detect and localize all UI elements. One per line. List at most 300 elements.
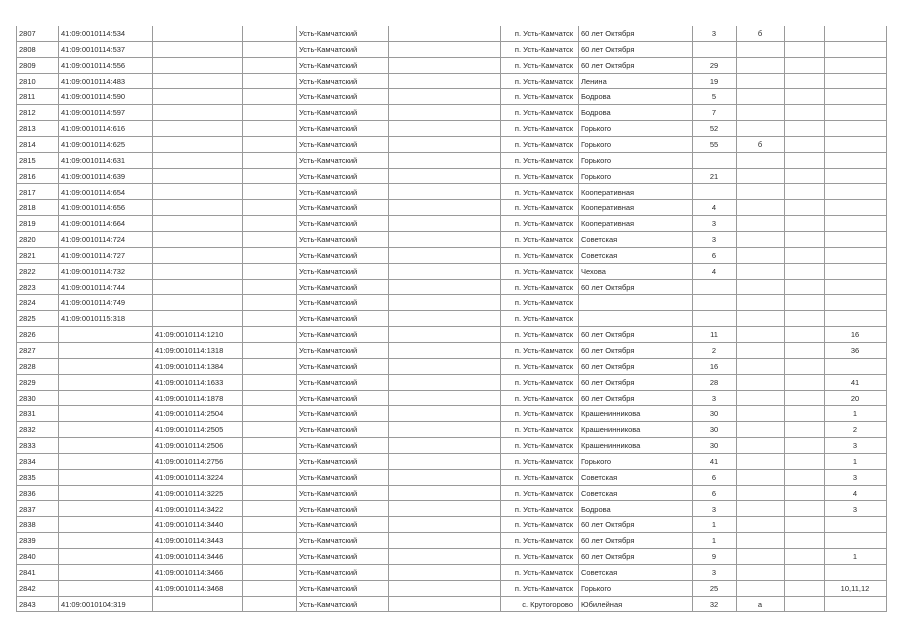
cell-settlement: п. Усть-Камчатск — [514, 171, 573, 181]
table-row — [16, 549, 886, 565]
cell-settlement: п. Усть-Камчатск — [514, 60, 573, 70]
cell-cadastral-a: 41:09:0010114:724 — [61, 235, 126, 245]
cell-district: Усть-Камчатский — [299, 393, 358, 403]
cell-house: 3 — [711, 235, 717, 245]
cell-cadastral-a: 41:09:0010114:534 — [61, 29, 126, 38]
table-row — [16, 185, 886, 201]
cell-building — [739, 232, 781, 248]
cell-apartment — [827, 153, 883, 169]
cell-house: 28 — [709, 377, 719, 387]
cell-street: 60 лет Октября — [581, 520, 635, 530]
cell-house — [695, 185, 733, 201]
cell-cadastral-b — [155, 105, 239, 121]
cell-apartment — [827, 533, 883, 549]
cell-settlement: п. Усть-Камчатск — [514, 76, 573, 86]
table-row — [16, 438, 886, 454]
cell-house: 6 — [711, 250, 717, 260]
cell-settlement: п. Усть-Камчатск — [514, 29, 573, 38]
table-row — [16, 248, 886, 264]
cell-settlement: п. Усть-Камчатск — [514, 504, 573, 514]
cell-cadastral-b: 41:09:0010114:2756 — [155, 456, 224, 466]
cell-cadastral-b — [155, 200, 239, 216]
cell-district: Усть-Камчатский — [299, 108, 358, 118]
cell-cadastral-a: 41:09:0010114:616 — [61, 124, 126, 134]
cell-street: Горького — [581, 583, 612, 593]
cell-district: Усть-Камчатский — [299, 76, 358, 86]
cell-settlement: п. Усть-Камчатск — [514, 409, 573, 419]
cell-district: Усть-Камчатский — [299, 314, 358, 324]
cell-district: Усть-Камчатский — [299, 520, 358, 530]
cell-cadastral-b: 41:09:0010114:1210 — [155, 330, 224, 340]
cell-street: Горького — [581, 124, 612, 134]
cell-cadastral-b: 41:09:0010114:3422 — [155, 504, 224, 514]
cell-apartment: 20 — [850, 393, 860, 403]
cell-cadastral-a — [61, 359, 143, 375]
cell-no: 2840 — [19, 552, 36, 562]
cell-cadastral-a: 41:09:0010114:656 — [61, 203, 126, 213]
cell-apartment: 1 — [852, 552, 858, 562]
cell-district: Усть-Камчатский — [299, 567, 358, 577]
cell-apartment: 36 — [850, 346, 860, 355]
cell-cadastral-a — [61, 406, 143, 422]
cell-settlement: п. Усть-Камчатск — [514, 266, 573, 276]
cell-cadastral-a: 41:09:0010114:556 — [61, 60, 126, 70]
cell-street: Советская — [581, 250, 618, 260]
cell-building — [739, 121, 781, 137]
cell-settlement: п. Усть-Камчатск — [514, 92, 573, 102]
cell-settlement: п. Усть-Камчатск — [514, 203, 573, 213]
cell-settlement: п. Усть-Камчатск — [514, 219, 573, 229]
table-row — [16, 486, 886, 502]
cell-cadastral-b: 41:09:0010114:3225 — [155, 488, 224, 498]
cell-district: Усть-Камчатский — [299, 361, 358, 371]
cell-cadastral-b — [155, 264, 239, 280]
cell-no: 2834 — [19, 456, 36, 466]
cell-settlement: п. Усть-Камчатск — [514, 361, 573, 371]
cell-apartment: 41 — [850, 377, 860, 387]
cell-cadastral-b: 41:09:0010114:3468 — [155, 583, 224, 593]
cell-apartment: 10,11,12 — [840, 583, 870, 593]
cell-district: Усть-Камчатский — [299, 599, 358, 609]
cell-street: 60 лет Октября — [581, 29, 635, 38]
cell-district: Усть-Камчатский — [299, 29, 358, 38]
cell-apartment — [827, 121, 883, 137]
cell-no: 2823 — [19, 282, 36, 292]
cell-house: 21 — [709, 171, 719, 181]
cell-house: 32 — [709, 599, 719, 609]
table-row — [16, 327, 886, 343]
cell-building — [739, 185, 781, 201]
cell-cadastral-b — [155, 248, 239, 264]
table-row — [16, 58, 886, 74]
cell-cadastral-b — [155, 232, 239, 248]
cell-house: 41 — [709, 456, 719, 466]
cell-cadastral-a: 41:09:0010114:597 — [61, 108, 126, 118]
cell-house: 3 — [711, 219, 717, 229]
cell-apartment — [827, 248, 883, 264]
cell-building — [739, 406, 781, 422]
cell-no: 2821 — [19, 250, 36, 260]
cell-cadastral-a: 41:09:0010114:537 — [61, 44, 126, 54]
cell-building — [739, 280, 781, 296]
table-row — [16, 200, 886, 216]
cell-cadastral-a: 41:09:0010114:664 — [61, 219, 126, 229]
cell-apartment — [827, 137, 883, 153]
cell-settlement: п. Усть-Камчатск — [514, 108, 573, 118]
table-row — [16, 454, 886, 470]
cell-street: Советская — [581, 235, 618, 245]
cell-no: 2811 — [19, 92, 36, 102]
table-row — [16, 422, 886, 438]
cell-no: 2829 — [19, 377, 36, 387]
register-table — [16, 26, 886, 612]
cell-building — [739, 248, 781, 264]
cell-apartment — [827, 597, 883, 613]
cell-building — [739, 422, 781, 438]
cell-cadastral-a: 41:09:0010114:631 — [61, 155, 126, 165]
cell-no: 2807 — [19, 29, 36, 38]
cell-no: 2819 — [19, 219, 36, 229]
cell-house: 3 — [711, 29, 717, 38]
cell-street: 60 лет Октября — [581, 346, 635, 355]
cell-apartment: 1 — [852, 456, 858, 466]
cell-street — [581, 311, 687, 327]
cell-building — [739, 58, 781, 74]
cell-street: 60 лет Октября — [581, 361, 635, 371]
cell-district: Усть-Камчатский — [299, 425, 358, 435]
cell-district: Усть-Камчатский — [299, 266, 358, 276]
table-row — [16, 565, 886, 581]
cell-settlement: п. Усть-Камчатск — [514, 346, 573, 355]
cell-cadastral-a — [61, 422, 143, 438]
cell-apartment: 4 — [852, 488, 858, 498]
cell-cadastral-a: 41:09:0010115:318 — [61, 314, 126, 324]
cell-settlement: п. Усть-Камчатск — [514, 520, 573, 530]
cell-apartment: 1 — [852, 409, 858, 419]
cell-cadastral-a — [61, 565, 143, 581]
cell-no: 2833 — [19, 441, 36, 451]
table-row — [16, 295, 886, 311]
cell-district: Усть-Камчатский — [299, 298, 358, 308]
cell-cadastral-b: 41:09:0010114:3440 — [155, 520, 224, 530]
column-divider — [886, 26, 887, 612]
cell-house: 3 — [711, 504, 717, 514]
table-row — [16, 597, 886, 613]
cell-house — [695, 311, 733, 327]
cell-apartment: 3 — [852, 472, 858, 482]
table-row — [16, 26, 886, 42]
cell-no: 2809 — [19, 60, 36, 70]
cell-cadastral-b: 41:09:0010114:2506 — [155, 441, 224, 451]
cell-street: Крашенинникова — [581, 441, 641, 451]
cell-street: Кооперативная — [581, 187, 635, 197]
cell-cadastral-a: 41:09:0010114:625 — [61, 139, 126, 149]
cell-cadastral-a: 41:09:0010114:590 — [61, 92, 126, 102]
cell-district: Усть-Камчатский — [299, 139, 358, 149]
table-row — [16, 264, 886, 280]
cell-district: Усть-Камчатский — [299, 235, 358, 245]
cell-building — [739, 74, 781, 90]
cell-cadastral-a — [61, 438, 143, 454]
cell-street: Кооперативная — [581, 219, 635, 229]
cell-cadastral-a — [61, 549, 143, 565]
cell-no: 2831 — [19, 409, 36, 419]
cell-district: Усть-Камчатский — [299, 346, 358, 355]
cell-apartment — [827, 311, 883, 327]
cell-no: 2813 — [19, 124, 36, 134]
table-row — [16, 406, 886, 422]
cell-house: 19 — [709, 76, 719, 86]
cell-street — [581, 295, 687, 311]
cell-apartment: 2 — [852, 425, 858, 435]
cell-building: б — [757, 29, 763, 38]
cell-district: Усть-Камчатский — [299, 92, 358, 102]
cell-cadastral-b — [155, 216, 239, 232]
cell-settlement: п. Усть-Камчатск — [514, 472, 573, 482]
cell-house: 3 — [711, 393, 717, 403]
cell-building — [739, 264, 781, 280]
cell-settlement: п. Усть-Камчатск — [514, 425, 573, 435]
cell-house: 29 — [709, 60, 719, 70]
cell-cadastral-a — [61, 327, 143, 343]
cell-no: 2822 — [19, 266, 36, 276]
cell-house: 4 — [711, 266, 717, 276]
cell-cadastral-a — [61, 470, 143, 486]
cell-district: Усть-Камчатский — [299, 330, 358, 340]
cell-no: 2837 — [19, 504, 36, 514]
table-row — [16, 581, 886, 597]
cell-street: Горького — [581, 155, 612, 165]
cell-cadastral-b: 41:09:0010114:3466 — [155, 567, 224, 577]
cell-street: Крашенинникова — [581, 409, 641, 419]
cell-settlement: п. Усть-Камчатск — [514, 456, 573, 466]
cell-district: Усть-Камчатский — [299, 488, 358, 498]
cell-no: 2818 — [19, 203, 36, 213]
cell-no: 2836 — [19, 488, 36, 498]
cell-cadastral-a — [61, 391, 143, 407]
table-row — [16, 153, 886, 169]
cell-street: Юбилейная — [581, 599, 623, 609]
cell-cadastral-a — [61, 533, 143, 549]
cell-house: 55 — [709, 139, 719, 149]
cell-house: 6 — [711, 472, 717, 482]
cell-no: 2827 — [19, 346, 36, 355]
cell-building — [739, 549, 781, 565]
cell-house — [695, 280, 733, 296]
cell-cadastral-a: 41:09:0010114:744 — [61, 282, 126, 292]
cell-building — [739, 517, 781, 533]
cell-no: 2838 — [19, 520, 36, 530]
cell-cadastral-b — [155, 26, 239, 42]
cell-building — [739, 311, 781, 327]
cell-district: Усть-Камчатский — [299, 187, 358, 197]
cell-street: Советская — [581, 567, 618, 577]
cell-no: 2826 — [19, 330, 36, 340]
cell-cadastral-a: 41:09:0010114:483 — [61, 76, 126, 86]
cell-building — [739, 470, 781, 486]
table-row — [16, 216, 886, 232]
cell-district: Усть-Камчатский — [299, 155, 358, 165]
cell-cadastral-b — [155, 311, 239, 327]
cell-building — [739, 327, 781, 343]
table-row — [16, 121, 886, 137]
cell-district: Усть-Камчатский — [299, 409, 358, 419]
table-row — [16, 89, 886, 105]
cell-street: Ленина — [581, 76, 607, 86]
cell-settlement: п. Усть-Камчатск — [514, 250, 573, 260]
cell-building — [739, 200, 781, 216]
cell-house: 1 — [711, 520, 717, 530]
cell-street: 60 лет Октября — [581, 60, 635, 70]
cell-settlement: п. Усть-Камчатск — [514, 377, 573, 387]
cell-street: 60 лет Октября — [581, 282, 635, 292]
cell-cadastral-b: 41:09:0010114:1384 — [155, 361, 224, 371]
cell-cadastral-b: 41:09:0010114:3224 — [155, 472, 224, 482]
cell-building — [739, 454, 781, 470]
cell-cadastral-b — [155, 121, 239, 137]
cell-district: Усть-Камчатский — [299, 219, 358, 229]
cell-house: 7 — [711, 108, 717, 118]
cell-no: 2828 — [19, 361, 36, 371]
cell-settlement: п. Усть-Камчатск — [514, 393, 573, 403]
cell-district: Усть-Камчатский — [299, 583, 358, 593]
cell-settlement: п. Усть-Камчатск — [514, 536, 573, 546]
table-row — [16, 343, 886, 359]
cell-apartment — [827, 264, 883, 280]
cell-street: 60 лет Октября — [581, 393, 635, 403]
cell-cadastral-a — [61, 454, 143, 470]
cell-settlement: п. Усть-Камчатск — [514, 567, 573, 577]
cell-settlement: п. Усть-Камчатск — [514, 44, 573, 54]
table-row — [16, 517, 886, 533]
cell-no: 2830 — [19, 393, 36, 403]
cell-district: Усть-Камчатский — [299, 60, 358, 70]
table-row — [16, 169, 886, 185]
cell-settlement: п. Усть-Камчатск — [514, 330, 573, 340]
cell-building — [739, 105, 781, 121]
cell-district: Усть-Камчатский — [299, 44, 358, 54]
cell-street: Советская — [581, 472, 618, 482]
cell-no: 2812 — [19, 108, 36, 118]
table-row — [16, 375, 886, 391]
cell-street: Кооперативная — [581, 203, 635, 213]
cell-cadastral-b — [155, 153, 239, 169]
cell-district: Усть-Камчатский — [299, 456, 358, 466]
cell-district: Усть-Камчатский — [299, 203, 358, 213]
cell-house — [695, 153, 733, 169]
cell-house: 25 — [709, 583, 719, 593]
table-row — [16, 42, 886, 58]
cell-district: Усть-Камчатский — [299, 377, 358, 387]
table-row — [16, 280, 886, 296]
cell-apartment: 3 — [852, 441, 858, 451]
cell-cadastral-b — [155, 597, 239, 613]
cell-building — [739, 359, 781, 375]
cell-building: б — [757, 139, 763, 149]
cell-cadastral-a — [61, 375, 143, 391]
cell-house — [695, 42, 733, 58]
cell-cadastral-a: 41:09:0010114:749 — [61, 298, 126, 308]
cell-building — [739, 375, 781, 391]
cell-no: 2843 — [19, 599, 36, 609]
cell-apartment: 16 — [850, 330, 860, 340]
cell-street: 60 лет Октября — [581, 377, 635, 387]
cell-apartment — [827, 280, 883, 296]
cell-building — [739, 42, 781, 58]
cell-cadastral-b: 41:09:0010114:3443 — [155, 536, 224, 546]
cell-district: Усть-Камчатский — [299, 250, 358, 260]
cell-settlement: п. Усть-Камчатск — [514, 187, 573, 197]
cell-settlement: п. Усть-Камчатск — [514, 488, 573, 498]
cell-settlement: п. Усть-Камчатск — [514, 441, 573, 451]
cell-apartment — [827, 105, 883, 121]
cell-cadastral-b — [155, 280, 239, 296]
cell-cadastral-a — [61, 517, 143, 533]
cell-house: 5 — [711, 92, 717, 102]
table-row — [16, 391, 886, 407]
cell-street: Чехова — [581, 266, 606, 276]
cell-no: 2824 — [19, 298, 36, 308]
table-row — [16, 470, 886, 486]
cell-street: 60 лет Октября — [581, 552, 635, 562]
cell-no: 2817 — [19, 187, 36, 197]
cell-house: 9 — [711, 552, 717, 562]
cell-cadastral-b: 41:09:0010114:1878 — [155, 393, 224, 403]
table-row — [16, 311, 886, 327]
cell-house: 52 — [709, 124, 719, 134]
cell-no: 2832 — [19, 425, 36, 435]
cell-no: 2814 — [19, 139, 36, 149]
cell-district: Усть-Камчатский — [299, 282, 358, 292]
cell-house: 6 — [711, 488, 717, 498]
cell-apartment — [827, 200, 883, 216]
cell-no: 2842 — [19, 583, 36, 593]
cell-settlement: п. Усть-Камчатск — [514, 155, 573, 165]
cell-house: 4 — [711, 203, 717, 213]
cell-cadastral-a: 41:09:0010114:654 — [61, 187, 126, 197]
cell-settlement: п. Усть-Камчатск — [514, 298, 573, 308]
cell-cadastral-b — [155, 42, 239, 58]
cell-settlement: с. Крутогорово — [522, 599, 573, 609]
cell-building — [739, 502, 781, 518]
cell-apartment — [827, 517, 883, 533]
cell-no: 2810 — [19, 76, 36, 86]
cell-cadastral-b — [155, 169, 239, 185]
cell-cadastral-a — [61, 502, 143, 518]
cell-cadastral-b: 41:09:0010114:2505 — [155, 425, 224, 435]
table-row — [16, 502, 886, 518]
cell-cadastral-a — [61, 486, 143, 502]
cell-cadastral-a: 41:09:0010104:319 — [61, 599, 126, 609]
cell-no: 2816 — [19, 171, 36, 181]
cell-cadastral-b: 41:09:0010114:3446 — [155, 552, 224, 562]
cell-apartment — [827, 232, 883, 248]
cell-street: Крашенинникова — [581, 425, 641, 435]
cell-building: а — [757, 599, 763, 609]
cell-house — [695, 295, 733, 311]
cell-building — [739, 486, 781, 502]
cell-settlement: п. Усть-Камчатск — [514, 583, 573, 593]
cell-apartment — [827, 185, 883, 201]
cell-house: 30 — [709, 409, 719, 419]
cell-no: 2815 — [19, 155, 36, 165]
cell-street: Горького — [581, 456, 612, 466]
cell-settlement: п. Усть-Камчатск — [514, 282, 573, 292]
table-row — [16, 533, 886, 549]
cell-building — [739, 169, 781, 185]
cell-street: Горького — [581, 139, 612, 149]
table-row — [16, 359, 886, 375]
